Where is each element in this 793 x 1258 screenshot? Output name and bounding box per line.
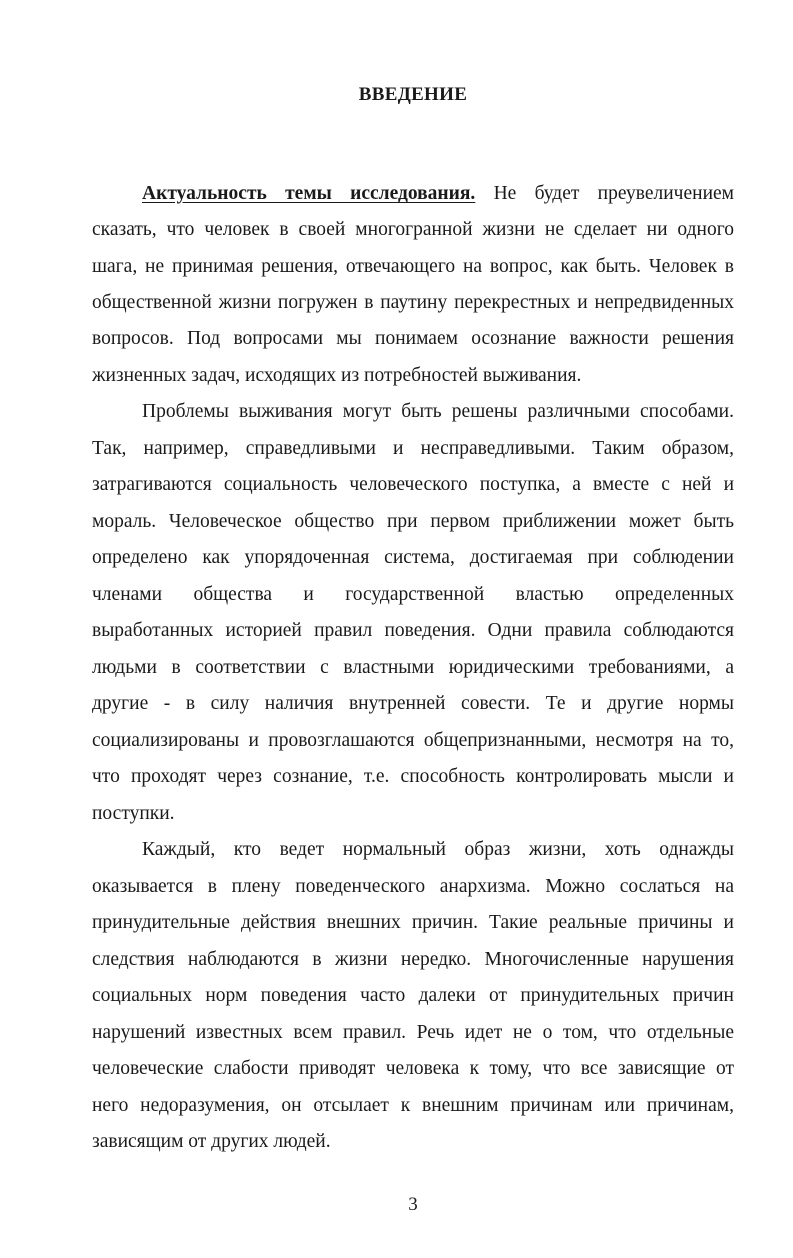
text-line: социальных норм поведения часто далеки от принудительных причин	[92, 985, 734, 1006]
text-line: другие - в силу наличия внутренней совести. Те и другие нормы	[92, 693, 734, 714]
text-line: нарушений известных всем правил. Речь идет не о том, что отдельные	[92, 1022, 734, 1043]
text-line: жизненных задач, исходящих из потребностей выживания.	[92, 365, 582, 386]
text-line: определено как упорядоченная система, достигаемая при соблюдении	[92, 547, 734, 568]
text-line: что проходят через сознание, т.е. способность контролировать мысли и	[92, 766, 734, 787]
text-line: членами общества и государственной властью определенных	[92, 584, 734, 605]
text-line: сказать, что человек в своей многогранной жизни не сделает ни одного	[92, 219, 734, 240]
text-line: Так, например, справедливыми и несправедливыми. Таким образом,	[92, 438, 734, 459]
lead-phrase: Актуальность темы исследования.	[142, 183, 476, 204]
page-number: 3	[408, 1194, 418, 1215]
text-line: затрагиваются социальность человеческого поступка, а вместе с ней и	[92, 474, 734, 495]
text-line: выработанных историей правил поведения. Одни правила соблюдаются	[92, 620, 734, 641]
text-line: человеческие слабости приводят человека к тому, что все зависящие от	[92, 1058, 734, 1079]
page-heading: ВВЕДЕНИЕ	[358, 84, 468, 105]
text-line: общественной жизни погружен в паутину перекрестных и непредвиденных	[92, 292, 734, 313]
text-line: принудительные действия внешних причин. Такие реальные причины и	[92, 912, 734, 933]
text-line: зависящим от других людей.	[92, 1131, 331, 1152]
text-line: Не будет преувеличением	[475, 183, 734, 204]
text-line: Проблемы выживания могут быть решены различными способами.	[142, 401, 734, 422]
text-line: него недоразумения, он отсылает к внешним причинам или причинам,	[92, 1095, 734, 1116]
text-line: социализированы и провозглашаются общепризнанными, несмотря на то,	[92, 730, 734, 751]
text-line: мораль. Человеческое общество при первом приближении может быть	[92, 511, 734, 532]
text-line: людьми в соответствии с властными юридическими требованиями, а	[92, 657, 734, 678]
text-line: оказывается в плену поведенческого анархизма. Можно сослаться на	[92, 876, 734, 897]
text-line: Каждый, кто ведет нормальный образ жизни, хоть однажды	[142, 839, 734, 860]
text-line: вопросов. Под вопросами мы понимаем осознание важности решения	[92, 328, 734, 349]
text-line: шага, не принимая решения, отвечающего на вопрос, как быть. Человек в	[92, 256, 734, 277]
text-line: следствия наблюдаются в жизни нередко. Многочисленные нарушения	[92, 949, 734, 970]
paragraph-1-line-1	[142, 182, 734, 206]
text-line: поступки.	[92, 803, 175, 824]
